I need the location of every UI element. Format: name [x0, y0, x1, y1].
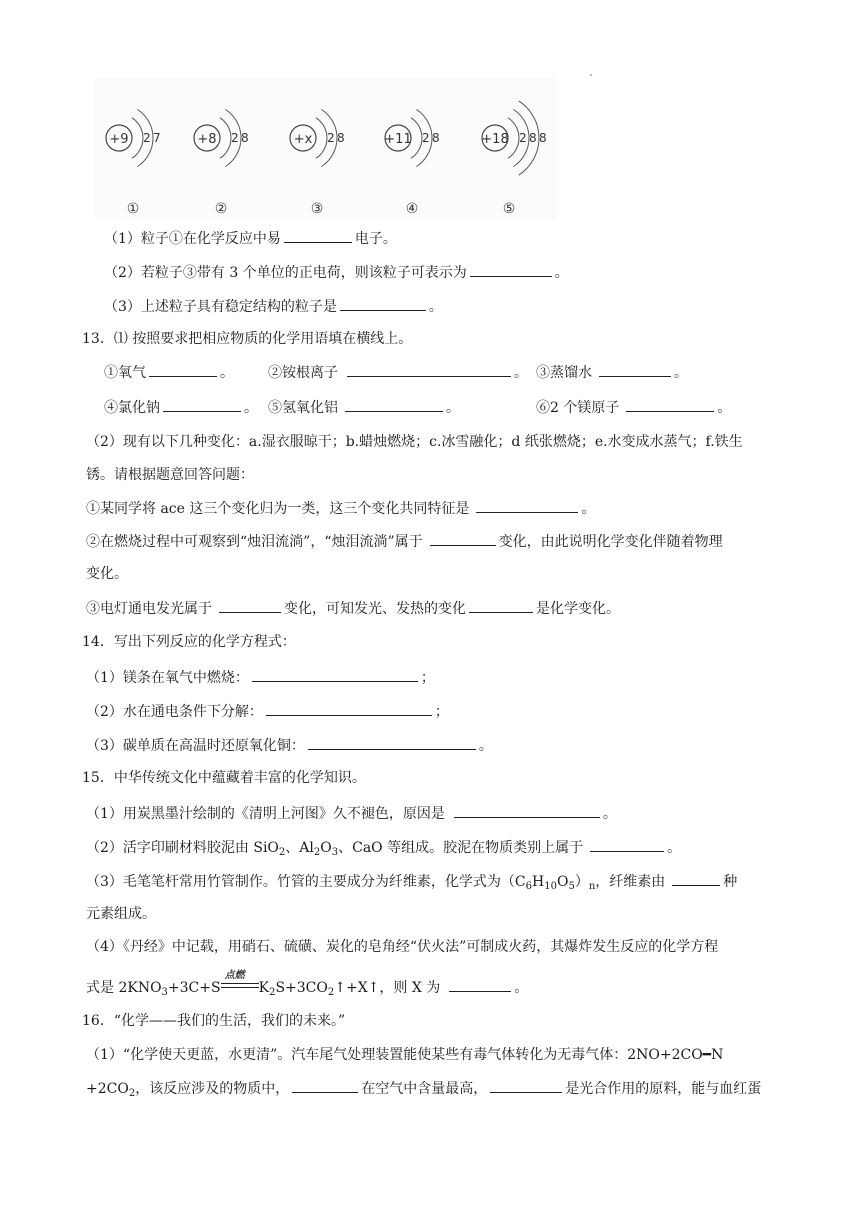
period: 。 [514, 980, 529, 996]
q13-row1-b [268, 362, 528, 383]
label-water: ③蒸馏水 [536, 365, 592, 381]
q12-part3 [104, 296, 443, 317]
q15-p4-text: 式是 2KNO [86, 980, 162, 996]
q15-part4-line1: （4）《丹经》中记载，用硝石、硫磺、炭化的皂角经“伏火法”可制成火药，其爆炸发生反应的化学方程 [86, 939, 719, 955]
q12-p3-text: （3）上述粒子具有稳定结构的粒子是 [104, 299, 337, 315]
q14-p1-text: （1）镁条在氧气中燃烧： [86, 670, 249, 686]
ignite-condition: 点燃 [224, 970, 245, 981]
atom-structure-figure [95, 78, 557, 220]
q13-s2-text2: 变化，由此说明化学变化伴随着物理 [498, 534, 723, 550]
answer-blank[interactable] [469, 598, 533, 613]
q15-p3-h: H [532, 874, 545, 890]
q15-p2-al: 、Al [285, 840, 314, 856]
q13-heading: 13．⑴ 按照要求把相应物质的化学用语填在横线上。 [82, 331, 413, 347]
q14-part2 [86, 701, 449, 722]
q14-part1 [86, 667, 435, 688]
shell-electron-count: 2 [231, 131, 239, 145]
q13-s2-cont: 变化。 [86, 566, 128, 582]
q13-s2-text: ②在燃烧过程中可观察到“烛泪流淌”，“烛泪流淌”属于 [86, 534, 423, 550]
nucleus-charge: +8 [197, 132, 217, 147]
q13-p2-line2: 锈。请根据题意回答问题： [86, 467, 254, 483]
label-oxygen: ①氧气 [104, 365, 146, 381]
answer-blank[interactable] [672, 871, 720, 886]
period: 。 [717, 400, 732, 416]
answer-blank[interactable] [430, 531, 496, 546]
q15-part2 [86, 837, 681, 858]
q13-row1-a [104, 362, 234, 383]
nucleus-charge: +11 [384, 132, 412, 147]
answer-blank[interactable] [476, 498, 578, 513]
subscript: 2 [269, 987, 276, 998]
q12-p2-text: （2）若粒子③带有 3 个单位的正电荷，则该粒子可表示为 [104, 265, 467, 281]
period: 。 [602, 806, 617, 822]
shell-electron-count: 8 [432, 131, 440, 145]
subscript: 2 [278, 847, 286, 858]
answer-blank[interactable] [590, 837, 664, 852]
shell-electron-count: 8 [241, 131, 249, 145]
q15-p3-rest: ，纤维素由 [595, 874, 666, 890]
q12-part2 [104, 262, 569, 283]
answer-blank[interactable] [470, 262, 552, 277]
q13-s1-text: ①某同学将 ace 这三个变化归为一类，这三个变化共同特征是 [86, 501, 470, 517]
q12-p3-end: 。 [428, 299, 443, 315]
period: 。 [667, 840, 682, 856]
q16-p1-text3: 是光合作用的原料，能与血红蛋 [565, 1081, 762, 1097]
answer-blank[interactable] [449, 977, 511, 992]
shell-electron-count: 8 [529, 131, 537, 145]
shell-electron-count: 2 [143, 131, 151, 145]
nucleus-charge: +18 [481, 132, 509, 147]
q15-heading: 15．中华传统文化中蕴藏着丰富的化学知识。 [82, 770, 366, 786]
subscript: 3 [331, 847, 339, 858]
period: 。 [446, 400, 460, 416]
q15-part3-cont: 元素组成。 [86, 906, 156, 922]
q15-p4-rest: ↑+X↑，则 X 为 [334, 980, 441, 996]
q13-s3 [86, 598, 620, 619]
atom-number-label: ③ [310, 201, 324, 217]
answer-blank[interactable] [219, 598, 281, 613]
q13-row2-b [268, 397, 460, 418]
answer-blank[interactable] [340, 296, 426, 311]
shell-electron-count: 2 [327, 131, 335, 145]
q12-p1-end: 电子。 [354, 231, 397, 247]
subscript: 5 [568, 881, 575, 892]
nucleus-charge: +x [293, 132, 313, 147]
q13-row1-c [536, 362, 688, 383]
q14-p2-text: （2）水在通电条件下分解： [86, 704, 263, 720]
q13-row2-a [104, 397, 258, 418]
q13-s2 [86, 531, 723, 552]
q15-p3-paren: ） [574, 874, 589, 890]
q15-part1 [86, 803, 617, 824]
subscript: 6 [525, 881, 532, 892]
period: 。 [220, 365, 234, 381]
q16-p1-co2: +2CO [86, 1081, 129, 1097]
q15-p4-reactants: +3C+S [167, 980, 221, 996]
answer-blank[interactable] [149, 362, 217, 377]
period: 。 [674, 365, 688, 381]
semicolon: ； [434, 704, 449, 720]
q13-s3-text2: 变化，可知发光、发热的变化 [284, 601, 466, 617]
answer-blank[interactable] [626, 397, 714, 412]
q14-p3-text: （3）碳单质在高温时还原氧化铜： [86, 738, 305, 754]
answer-blank[interactable] [284, 228, 352, 243]
q14-heading: 14．写出下列反应的化学方程式： [82, 634, 296, 650]
shell-electron-count: 2 [519, 131, 527, 145]
q13-s3-text: ③电灯通电发光属于 [86, 601, 212, 617]
q12-p1-text: （1）粒子①在化学反应中易 [104, 231, 281, 247]
answer-blank[interactable] [490, 1078, 562, 1093]
answer-blank[interactable] [266, 701, 432, 716]
subscript: 2 [313, 847, 321, 858]
scan-dot [590, 74, 592, 76]
q12-p2-end: 。 [554, 265, 569, 281]
q16-part1-line1: （1）“化学使天更蓝，水更清”。汽车尾气处理装置能使某些有毒气体转化为无毒气体：2NO+2CO━N [86, 1047, 724, 1063]
label-ammonium: ②铵根离子 [268, 365, 338, 381]
atom-number-label: ① [126, 201, 140, 217]
answer-blank[interactable] [292, 1078, 358, 1093]
q15-part3 [86, 871, 737, 892]
label-aloh3: ⑤氢氧化铝 [268, 400, 338, 416]
period: 。 [244, 400, 258, 416]
q15-p3-o: O [556, 874, 569, 890]
q15-p4-k: K [258, 980, 270, 996]
q16-p1-text2: 在空气中含量最高， [361, 1081, 488, 1097]
semicolon: ； [420, 670, 435, 686]
shell-electron-count: 7 [153, 131, 161, 145]
nucleus-charge: +9 [109, 132, 129, 147]
shell-electron-count: 2 [422, 131, 430, 145]
period: 。 [514, 365, 528, 381]
atom-number-label: ② [214, 201, 228, 217]
period: 。 [478, 738, 493, 754]
q15-p3-end: 种 [723, 874, 738, 890]
subscript: 10 [544, 881, 557, 892]
answer-blank[interactable] [252, 667, 418, 682]
q15-p2-o: O [320, 840, 332, 856]
q16-heading: 16．“化学——我们的生活，我们的未来。” [82, 1013, 346, 1029]
q15-p2-rest: 、CaO 等组成。胶泥在物质类别上属于 [338, 840, 584, 856]
q15-p4-products: S+3CO [275, 980, 328, 996]
reaction-condition-arrow [221, 970, 259, 992]
answer-blank[interactable] [308, 735, 476, 750]
label-mg: ⑥2 个镁原子 [536, 400, 620, 416]
subscript: n [588, 881, 596, 892]
q13-p2-line1: （2）现有以下几种变化：a.湿衣服晾干；b.蜡烛燃烧；c.冰雪融化；d 纸张燃烧；e.水变成水蒸气；f.铁生 [86, 434, 743, 450]
q15-p3-text: （3）毛笔笔杆常用竹管制作。竹管的主要成分为纤维素，化学式为（C [86, 874, 526, 890]
atom-number-label: ⑤ [502, 201, 516, 217]
answer-blank[interactable] [347, 362, 511, 377]
q15-p1-text: （1）用炭黑墨汁绘制的《清明上河图》久不褪色，原因是 [86, 806, 445, 822]
subscript: 3 [161, 987, 168, 998]
q13-s3-text3: 是化学变化。 [536, 601, 620, 617]
answer-blank[interactable] [599, 362, 671, 377]
label-nacl: ④氯化钠 [104, 400, 160, 416]
subscript: 2 [327, 987, 335, 998]
answer-blank[interactable] [345, 397, 443, 412]
atom-number-label: ④ [405, 201, 419, 217]
q14-part3 [86, 735, 493, 756]
shell-electron-count: 8 [539, 131, 547, 145]
q13-row2-c [536, 397, 731, 418]
q13-s1 [86, 498, 595, 519]
q12-part1 [104, 228, 397, 249]
answer-blank[interactable] [163, 397, 241, 412]
q16-p1-text: ，该反应涉及的物质中， [135, 1081, 290, 1097]
subscript: 2 [128, 1088, 136, 1099]
shell-electron-count: 8 [337, 131, 345, 145]
q15-part4-line2 [86, 970, 529, 998]
period: 。 [581, 501, 596, 517]
answer-blank[interactable] [454, 803, 600, 818]
q16-part1-line2 [86, 1078, 761, 1099]
q15-p2-text: （2）活字印刷材料胶泥由 SiO [86, 840, 279, 856]
